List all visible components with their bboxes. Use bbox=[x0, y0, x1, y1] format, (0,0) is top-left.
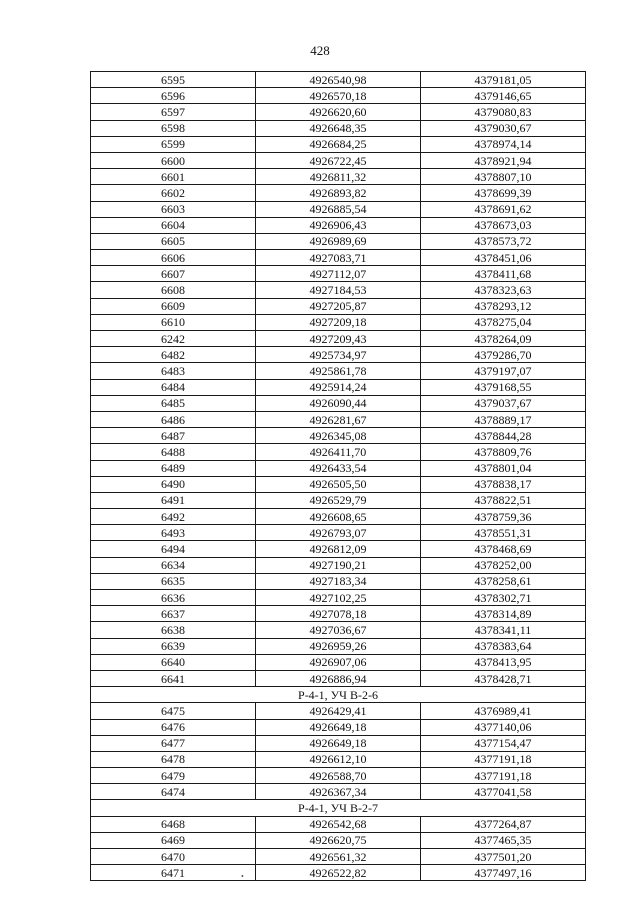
table-row bbox=[91, 622, 586, 638]
x-coordinate-cell: 4926959,26 bbox=[256, 638, 421, 654]
point-number-cell: 6599 bbox=[91, 136, 256, 152]
y-coordinate-cell: 4378293,12 bbox=[421, 298, 586, 314]
y-coordinate-cell: 4378428,71 bbox=[421, 670, 586, 686]
table-row bbox=[91, 331, 586, 347]
y-coordinate-cell: 4378889,17 bbox=[421, 411, 586, 427]
x-coordinate-cell: 4926649,18 bbox=[256, 735, 421, 751]
point-number-cell: 6483 bbox=[91, 363, 256, 379]
point-number-cell: 6468 bbox=[91, 816, 256, 832]
table-row bbox=[91, 363, 586, 379]
table-row bbox=[91, 719, 586, 735]
table-row bbox=[91, 590, 586, 606]
y-coordinate-cell: 4378822,51 bbox=[421, 492, 586, 508]
x-coordinate-cell: 4926620,75 bbox=[256, 832, 421, 848]
section-label: Р-4-1, УЧ В-2-6 bbox=[91, 687, 586, 703]
page-number: 428 bbox=[310, 43, 330, 58]
point-number-cell: 6598 bbox=[91, 120, 256, 136]
x-coordinate-cell: 4926648,35 bbox=[256, 120, 421, 136]
x-coordinate-cell: 4926090,44 bbox=[256, 395, 421, 411]
y-coordinate-cell: 4378699,39 bbox=[421, 185, 586, 201]
y-coordinate-cell: 4378411,68 bbox=[421, 266, 586, 282]
table-row bbox=[91, 347, 586, 363]
x-coordinate-cell: 4926608,65 bbox=[256, 509, 421, 525]
point-number-cell: 6494 bbox=[91, 541, 256, 557]
point-number-cell: 6490 bbox=[91, 476, 256, 492]
point-number-cell: 6478 bbox=[91, 751, 256, 767]
table-row bbox=[91, 460, 586, 476]
table-row bbox=[91, 152, 586, 168]
y-coordinate-cell: 4377041,58 bbox=[421, 784, 586, 800]
table-row bbox=[91, 703, 586, 719]
table-row bbox=[91, 573, 586, 589]
table-row bbox=[91, 492, 586, 508]
table-row bbox=[91, 541, 586, 557]
y-coordinate-cell: 4377501,20 bbox=[421, 849, 586, 865]
y-coordinate-cell: 4379037,67 bbox=[421, 395, 586, 411]
point-number-cell: 6476 bbox=[91, 719, 256, 735]
point-number-cell: 6489 bbox=[91, 460, 256, 476]
table-row bbox=[91, 233, 586, 249]
point-number-cell: 6640 bbox=[91, 654, 256, 670]
x-coordinate-cell: 4926588,70 bbox=[256, 768, 421, 784]
table-row bbox=[91, 428, 586, 444]
y-coordinate-cell: 4378844,28 bbox=[421, 428, 586, 444]
y-coordinate-cell: 4377465,35 bbox=[421, 832, 586, 848]
x-coordinate-cell: 4926886,94 bbox=[256, 670, 421, 686]
table-row bbox=[91, 735, 586, 751]
table-row bbox=[91, 849, 586, 865]
x-coordinate-cell: 4926989,69 bbox=[256, 233, 421, 249]
table-row bbox=[91, 379, 586, 395]
y-coordinate-cell: 4378341,11 bbox=[421, 622, 586, 638]
y-coordinate-cell: 4378264,09 bbox=[421, 331, 586, 347]
point-number-cell: 6484 bbox=[91, 379, 256, 395]
y-coordinate-cell: 4379080,83 bbox=[421, 104, 586, 120]
x-coordinate-cell: 4926649,18 bbox=[256, 719, 421, 735]
point-number-cell: 6609 bbox=[91, 298, 256, 314]
y-coordinate-cell: 4377264,87 bbox=[421, 816, 586, 832]
x-coordinate-cell: 4926522,82 bbox=[256, 865, 421, 881]
table-row bbox=[91, 816, 586, 832]
x-coordinate-cell: 4926893,82 bbox=[256, 185, 421, 201]
y-coordinate-cell: 4377191,18 bbox=[421, 751, 586, 767]
table-row bbox=[91, 72, 586, 88]
point-number-cell: 6475 bbox=[91, 703, 256, 719]
table-row bbox=[91, 250, 586, 266]
point-number-cell: 6602 bbox=[91, 185, 256, 201]
point-number-cell: 6606 bbox=[91, 250, 256, 266]
table-row bbox=[91, 751, 586, 767]
y-coordinate-cell: 4378468,69 bbox=[421, 541, 586, 557]
y-coordinate-cell: 4378451,06 bbox=[421, 250, 586, 266]
y-coordinate-cell: 4378673,03 bbox=[421, 217, 586, 233]
table-row bbox=[91, 120, 586, 136]
x-coordinate-cell: 4925861,78 bbox=[256, 363, 421, 379]
x-coordinate-cell: 4926612,10 bbox=[256, 751, 421, 767]
table-row bbox=[91, 201, 586, 217]
section-header-row bbox=[91, 687, 586, 703]
table-row bbox=[91, 476, 586, 492]
y-coordinate-cell: 4378691,62 bbox=[421, 201, 586, 217]
x-coordinate-cell: 4926542,68 bbox=[256, 816, 421, 832]
point-number-cell: 6491 bbox=[91, 492, 256, 508]
y-coordinate-cell: 4378275,04 bbox=[421, 314, 586, 330]
point-number-cell: 6477 bbox=[91, 735, 256, 751]
y-coordinate-cell: 4379197,07 bbox=[421, 363, 586, 379]
x-coordinate-cell: 4926367,34 bbox=[256, 784, 421, 800]
point-number-cell: 6486 bbox=[91, 411, 256, 427]
x-coordinate-cell: 4926281,67 bbox=[256, 411, 421, 427]
table-row bbox=[91, 411, 586, 427]
point-number-cell: 6595 bbox=[91, 72, 256, 88]
x-coordinate-cell: 4927083,71 bbox=[256, 250, 421, 266]
table-row bbox=[91, 509, 586, 525]
table-row bbox=[91, 282, 586, 298]
y-coordinate-cell: 4378302,71 bbox=[421, 590, 586, 606]
x-coordinate-cell: 4926907,06 bbox=[256, 654, 421, 670]
point-number-cell: 6638 bbox=[91, 622, 256, 638]
x-coordinate-cell: 4926811,32 bbox=[256, 169, 421, 185]
table-row bbox=[91, 444, 586, 460]
x-coordinate-cell: 4927190,21 bbox=[256, 557, 421, 573]
point-number-cell: 6601 bbox=[91, 169, 256, 185]
table-row bbox=[91, 606, 586, 622]
y-coordinate-cell: 4378838,17 bbox=[421, 476, 586, 492]
point-number-cell: 6610 bbox=[91, 314, 256, 330]
point-number-cell: 6604 bbox=[91, 217, 256, 233]
table-row bbox=[91, 169, 586, 185]
point-number-cell: 6485 bbox=[91, 395, 256, 411]
x-coordinate-cell: 4926570,18 bbox=[256, 88, 421, 104]
point-number-cell: 6600 bbox=[91, 152, 256, 168]
x-coordinate-cell: 4925734,97 bbox=[256, 347, 421, 363]
y-coordinate-cell: 4377191,18 bbox=[421, 768, 586, 784]
point-number-cell: 6637 bbox=[91, 606, 256, 622]
y-coordinate-cell: 4378314,89 bbox=[421, 606, 586, 622]
point-number-cell: 6493 bbox=[91, 525, 256, 541]
table-row bbox=[91, 670, 586, 686]
y-coordinate-cell: 4379146,65 bbox=[421, 88, 586, 104]
point-number-cell: 6635 bbox=[91, 573, 256, 589]
table-row bbox=[91, 298, 586, 314]
x-coordinate-cell: 4927205,87 bbox=[256, 298, 421, 314]
y-coordinate-cell: 4378801,04 bbox=[421, 460, 586, 476]
x-coordinate-cell: 4927036,67 bbox=[256, 622, 421, 638]
point-number-cell: 6469 bbox=[91, 832, 256, 848]
point-number-cell: 6603 bbox=[91, 201, 256, 217]
x-coordinate-cell: 4926906,43 bbox=[256, 217, 421, 233]
table-row bbox=[91, 784, 586, 800]
x-coordinate-cell: 4927209,43 bbox=[256, 331, 421, 347]
x-coordinate-cell: 4925914,24 bbox=[256, 379, 421, 395]
point-number-cell: 6482 bbox=[91, 347, 256, 363]
table-row bbox=[91, 654, 586, 670]
table-row bbox=[91, 525, 586, 541]
y-coordinate-cell: 4378759,36 bbox=[421, 509, 586, 525]
point-number-cell: 6605 bbox=[91, 233, 256, 249]
table-row bbox=[91, 768, 586, 784]
x-coordinate-cell: 4926684,25 bbox=[256, 136, 421, 152]
x-coordinate-cell: 4926561,32 bbox=[256, 849, 421, 865]
point-number-cell: 6596 bbox=[91, 88, 256, 104]
x-coordinate-cell: 4926885,54 bbox=[256, 201, 421, 217]
y-coordinate-cell: 4379168,55 bbox=[421, 379, 586, 395]
x-coordinate-cell: 4926620,60 bbox=[256, 104, 421, 120]
point-number-cell: 6242 bbox=[91, 331, 256, 347]
point-number-cell: 6488 bbox=[91, 444, 256, 460]
y-coordinate-cell: 4378323,63 bbox=[421, 282, 586, 298]
y-coordinate-cell: 4378807,10 bbox=[421, 169, 586, 185]
y-coordinate-cell: 4378383,64 bbox=[421, 638, 586, 654]
point-number-cell: 6641 bbox=[91, 670, 256, 686]
table-row bbox=[91, 266, 586, 282]
y-coordinate-cell: 4378258,61 bbox=[421, 573, 586, 589]
point-number-cell: 6636 bbox=[91, 590, 256, 606]
x-coordinate-cell: 4926429,41 bbox=[256, 703, 421, 719]
point-number-cell: 6597 bbox=[91, 104, 256, 120]
y-coordinate-cell: 4379030,67 bbox=[421, 120, 586, 136]
x-coordinate-cell: 4926722,45 bbox=[256, 152, 421, 168]
y-coordinate-cell: 4379286,70 bbox=[421, 347, 586, 363]
x-coordinate-cell: 4927102,25 bbox=[256, 590, 421, 606]
table-row bbox=[91, 832, 586, 848]
y-coordinate-cell: 4378551,31 bbox=[421, 525, 586, 541]
point-number-cell: 6608 bbox=[91, 282, 256, 298]
scan-speck: • bbox=[241, 872, 244, 881]
table-row bbox=[91, 104, 586, 120]
y-coordinate-cell: 4377154,47 bbox=[421, 735, 586, 751]
y-coordinate-cell: 4378573,72 bbox=[421, 233, 586, 249]
table-row bbox=[91, 185, 586, 201]
table-row bbox=[91, 88, 586, 104]
y-coordinate-cell: 4378809,76 bbox=[421, 444, 586, 460]
x-coordinate-cell: 4926345,08 bbox=[256, 428, 421, 444]
section-label: Р-4-1, УЧ В-2-7 bbox=[91, 800, 586, 816]
x-coordinate-cell: 4927112,07 bbox=[256, 266, 421, 282]
y-coordinate-cell: 4378921,94 bbox=[421, 152, 586, 168]
y-coordinate-cell: 4378974,14 bbox=[421, 136, 586, 152]
point-number-cell: 6474 bbox=[91, 784, 256, 800]
point-number-cell: 6487 bbox=[91, 428, 256, 444]
x-coordinate-cell: 4927184,53 bbox=[256, 282, 421, 298]
x-coordinate-cell: 4926793,07 bbox=[256, 525, 421, 541]
x-coordinate-cell: 4927209,18 bbox=[256, 314, 421, 330]
x-coordinate-cell: 4926411,70 bbox=[256, 444, 421, 460]
table-row bbox=[91, 314, 586, 330]
x-coordinate-cell: 4927183,34 bbox=[256, 573, 421, 589]
x-coordinate-cell: 4926529,79 bbox=[256, 492, 421, 508]
point-number-cell: 6639 bbox=[91, 638, 256, 654]
y-coordinate-cell: 4378413,95 bbox=[421, 654, 586, 670]
point-number-cell: 6492 bbox=[91, 509, 256, 525]
table-row bbox=[91, 136, 586, 152]
coordinates-table-body bbox=[91, 72, 586, 881]
table-row bbox=[91, 395, 586, 411]
x-coordinate-cell: 4926433,54 bbox=[256, 460, 421, 476]
point-number-cell: 6607 bbox=[91, 266, 256, 282]
y-coordinate-cell: 4377140,06 bbox=[421, 719, 586, 735]
x-coordinate-cell: 4926812,09 bbox=[256, 541, 421, 557]
x-coordinate-cell: 4926540,98 bbox=[256, 72, 421, 88]
point-number-cell: 6479 bbox=[91, 768, 256, 784]
point-number-cell: 6634 bbox=[91, 557, 256, 573]
x-coordinate-cell: 4927078,18 bbox=[256, 606, 421, 622]
section-header-row bbox=[91, 800, 586, 816]
table-row bbox=[91, 865, 586, 881]
point-number-cell: 6471 bbox=[91, 865, 256, 881]
y-coordinate-cell: 4376989,41 bbox=[421, 703, 586, 719]
table-row bbox=[91, 638, 586, 654]
point-number-cell: 6470 bbox=[91, 849, 256, 865]
y-coordinate-cell: 4377497,16 bbox=[421, 865, 586, 881]
table-row bbox=[91, 217, 586, 233]
coordinates-table bbox=[90, 71, 586, 881]
y-coordinate-cell: 4378252,00 bbox=[421, 557, 586, 573]
y-coordinate-cell: 4379181,05 bbox=[421, 72, 586, 88]
table-row bbox=[91, 557, 586, 573]
x-coordinate-cell: 4926505,50 bbox=[256, 476, 421, 492]
